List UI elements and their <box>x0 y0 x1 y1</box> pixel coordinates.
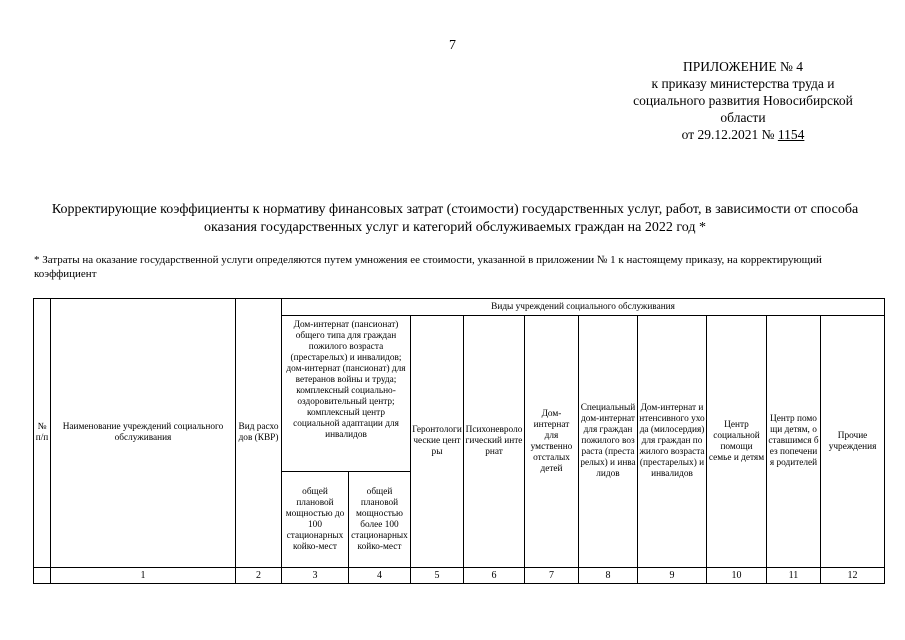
header-number: № п/п <box>34 299 51 568</box>
appendix-line-3: области <box>720 110 766 125</box>
header-capacity-over-100: общей плановой мощностью более 100 стационарных койко-мест <box>349 472 411 568</box>
appendix-date: от 29.12.2021 № <box>681 127 775 142</box>
order-number: 1154 <box>777 127 805 142</box>
column-number: 3 <box>282 568 349 584</box>
column-number-blank <box>34 568 51 584</box>
column-number: 6 <box>464 568 525 584</box>
footnote: * Затраты на оказание государственной услуги определяются путем умножения ее стоимости, указанной в приложении № 1 к настоящему приказу, на корректирующий коэффициент <box>34 254 822 280</box>
appendix-line-1: к приказу министерства труда и <box>651 76 835 91</box>
document-title: Корректирующие коэффициенты к нормативу финансовых затрат (стоимости) государственных услуг, работ, в зависимости от способа оказания государственных услуг и категорий обслуживаемых граждан на 2022 год * <box>51 202 859 235</box>
column-number: 8 <box>579 568 638 584</box>
header-capacity-upto-100: общей плановой мощностью до 100 стационарных койко-мест <box>282 472 349 568</box>
appendix-title: ПРИЛОЖЕНИЕ № 4 <box>682 59 804 74</box>
header-family-center: Центр социальной помощи семье и детям <box>707 316 767 568</box>
coefficients-table <box>33 298 885 584</box>
column-number: 5 <box>411 568 464 584</box>
header-psychoneuro: Психоневрологический интернат <box>464 316 525 568</box>
appendix-header <box>608 58 878 143</box>
header-intensive-home: Дом-интернат интенсивного ухода (милосердия) для граждан пожилого возраста (престарелых) и инвалидов <box>638 316 707 568</box>
header-institution-types: Виды учреждений социального обслуживания <box>282 299 885 316</box>
header-special-home: Специальный дом-интернат для граждан пожилого возраста (престарелых) и инвалидов <box>579 316 638 568</box>
column-number: 10 <box>707 568 767 584</box>
header-orphan-center: Центр помощи детям, оставшимся без попечения родителей <box>767 316 821 568</box>
header-kvr: Вид расходов (КВР) <box>236 299 282 568</box>
header-children-home: Дом-интернат для умственно отсталых детей <box>525 316 579 568</box>
header-home-general: Дом-интернат (пансионат) общего типа для граждан пожилого возраста (престарелых) и инвалидов; дом-интернат (пансионат) для ветеранов войны и труда; комплексный социально-оздоровительный центр; комплексный центр социальной адаптации для инвалидов <box>282 316 411 472</box>
column-number: 4 <box>349 568 411 584</box>
header-gerontological: Геронтологические центры <box>411 316 464 568</box>
page-number: 7 <box>449 38 456 53</box>
appendix-line-2: социального развития Новосибирской <box>633 93 853 108</box>
column-number: 2 <box>236 568 282 584</box>
header-name: Наименование учреждений социального обслуживания <box>51 299 236 568</box>
column-number: 12 <box>821 568 885 584</box>
header-other: Прочие учреждения <box>821 316 885 568</box>
column-number: 1 <box>51 568 236 584</box>
appendix-date-line <box>608 126 878 143</box>
column-number: 9 <box>638 568 707 584</box>
column-number: 7 <box>525 568 579 584</box>
column-number: 11 <box>767 568 821 584</box>
